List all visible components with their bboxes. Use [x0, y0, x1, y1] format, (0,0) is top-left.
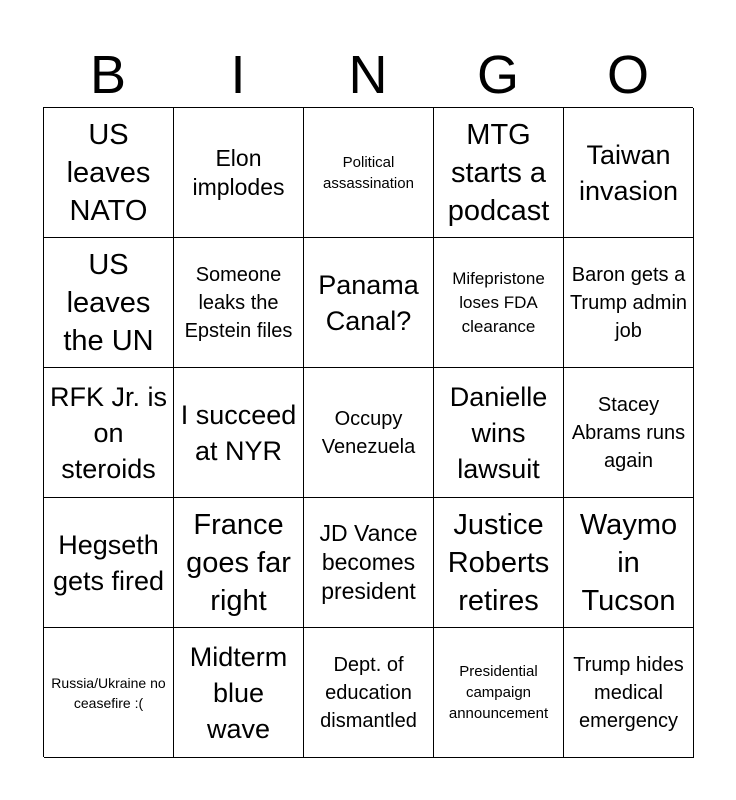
cell-text: Russia/Ukraine no ceasefire :(	[51, 674, 166, 711]
cell-text: Stacey Abrams runs again	[571, 393, 686, 472]
header-letter-i: I	[230, 45, 246, 105]
bingo-cell-r3c2[interactable]	[174, 368, 304, 498]
bingo-board	[43, 107, 693, 757]
bingo-header	[43, 42, 693, 108]
cell-text: Someone leaks the Epstein files	[184, 263, 293, 342]
bingo-cell-r3c4[interactable]	[434, 368, 564, 498]
cell-text: Midterm blue wave	[189, 641, 288, 744]
bingo-cell-r5c2[interactable]	[174, 628, 304, 758]
bingo-cell-r3c5[interactable]	[564, 368, 694, 498]
bingo-cell-r2c4[interactable]	[434, 238, 564, 368]
bingo-cell-r5c1[interactable]	[44, 628, 174, 758]
cell-text: MTG starts a podcast	[447, 118, 550, 227]
bingo-cell-r5c3[interactable]	[304, 628, 434, 758]
cell-text: Dept. of education dismantled	[320, 653, 417, 732]
bingo-cell-r4c2[interactable]	[174, 498, 304, 628]
cell-text: Danielle wins lawsuit	[449, 381, 548, 484]
cell-text: RFK Jr. is on steroids	[49, 381, 167, 484]
bingo-cell-r4c3[interactable]	[304, 498, 434, 628]
cell-text: Justice Roberts retires	[447, 508, 550, 617]
cell-text: France goes far right	[186, 508, 291, 617]
cell-text: Presidential campaign announcement	[448, 663, 549, 722]
cell-text: Occupy Venezuela	[321, 407, 416, 458]
bingo-cell-r1c5[interactable]	[564, 108, 694, 238]
bingo-cell-r1c1[interactable]	[44, 108, 174, 238]
cell-text: Waymo in Tucson	[579, 508, 678, 617]
header-letter-g: G	[476, 45, 519, 105]
bingo-cell-r2c1[interactable]	[44, 238, 174, 368]
cell-text: Political assassination	[323, 153, 414, 192]
bingo-cell-r3c3[interactable]	[304, 368, 434, 498]
cell-text: Mifepristone loses FDA clearance	[452, 268, 545, 336]
cell-text: I succeed at NYR	[180, 399, 297, 466]
cell-text: Baron gets a Trump admin job	[569, 263, 688, 342]
cell-text: Elon implodes	[192, 144, 285, 200]
bingo-cell-r5c5[interactable]	[564, 628, 694, 758]
header-letter-b: B	[89, 45, 127, 105]
bingo-cell-r4c1[interactable]	[44, 498, 174, 628]
bingo-cell-r4c5[interactable]	[564, 498, 694, 628]
cell-text: Trump hides medical emergency	[573, 653, 684, 732]
cell-text: Panama Canal?	[318, 269, 419, 336]
cell-text: Taiwan invasion	[578, 139, 679, 206]
bingo-cell-r1c3[interactable]	[304, 108, 434, 238]
cell-text: US leaves the UN	[63, 248, 154, 357]
bingo-cell-r2c2[interactable]	[174, 238, 304, 368]
bingo-cell-r1c2[interactable]	[174, 108, 304, 238]
cell-text: US leaves NATO	[66, 118, 151, 227]
bingo-cell-r2c3[interactable]	[304, 238, 434, 368]
bingo-cell-r1c4[interactable]	[434, 108, 564, 238]
bingo-cell-r5c4[interactable]	[434, 628, 564, 758]
header-letter-o: O	[606, 45, 649, 105]
bingo-cell-r2c5[interactable]	[564, 238, 694, 368]
header-letter-n: N	[348, 45, 388, 105]
cell-text: Hegseth gets fired	[52, 529, 165, 596]
bingo-cell-r3c1[interactable]	[44, 368, 174, 498]
cell-text: JD Vance becomes president	[319, 520, 418, 604]
bingo-cell-r4c4[interactable]	[434, 498, 564, 628]
